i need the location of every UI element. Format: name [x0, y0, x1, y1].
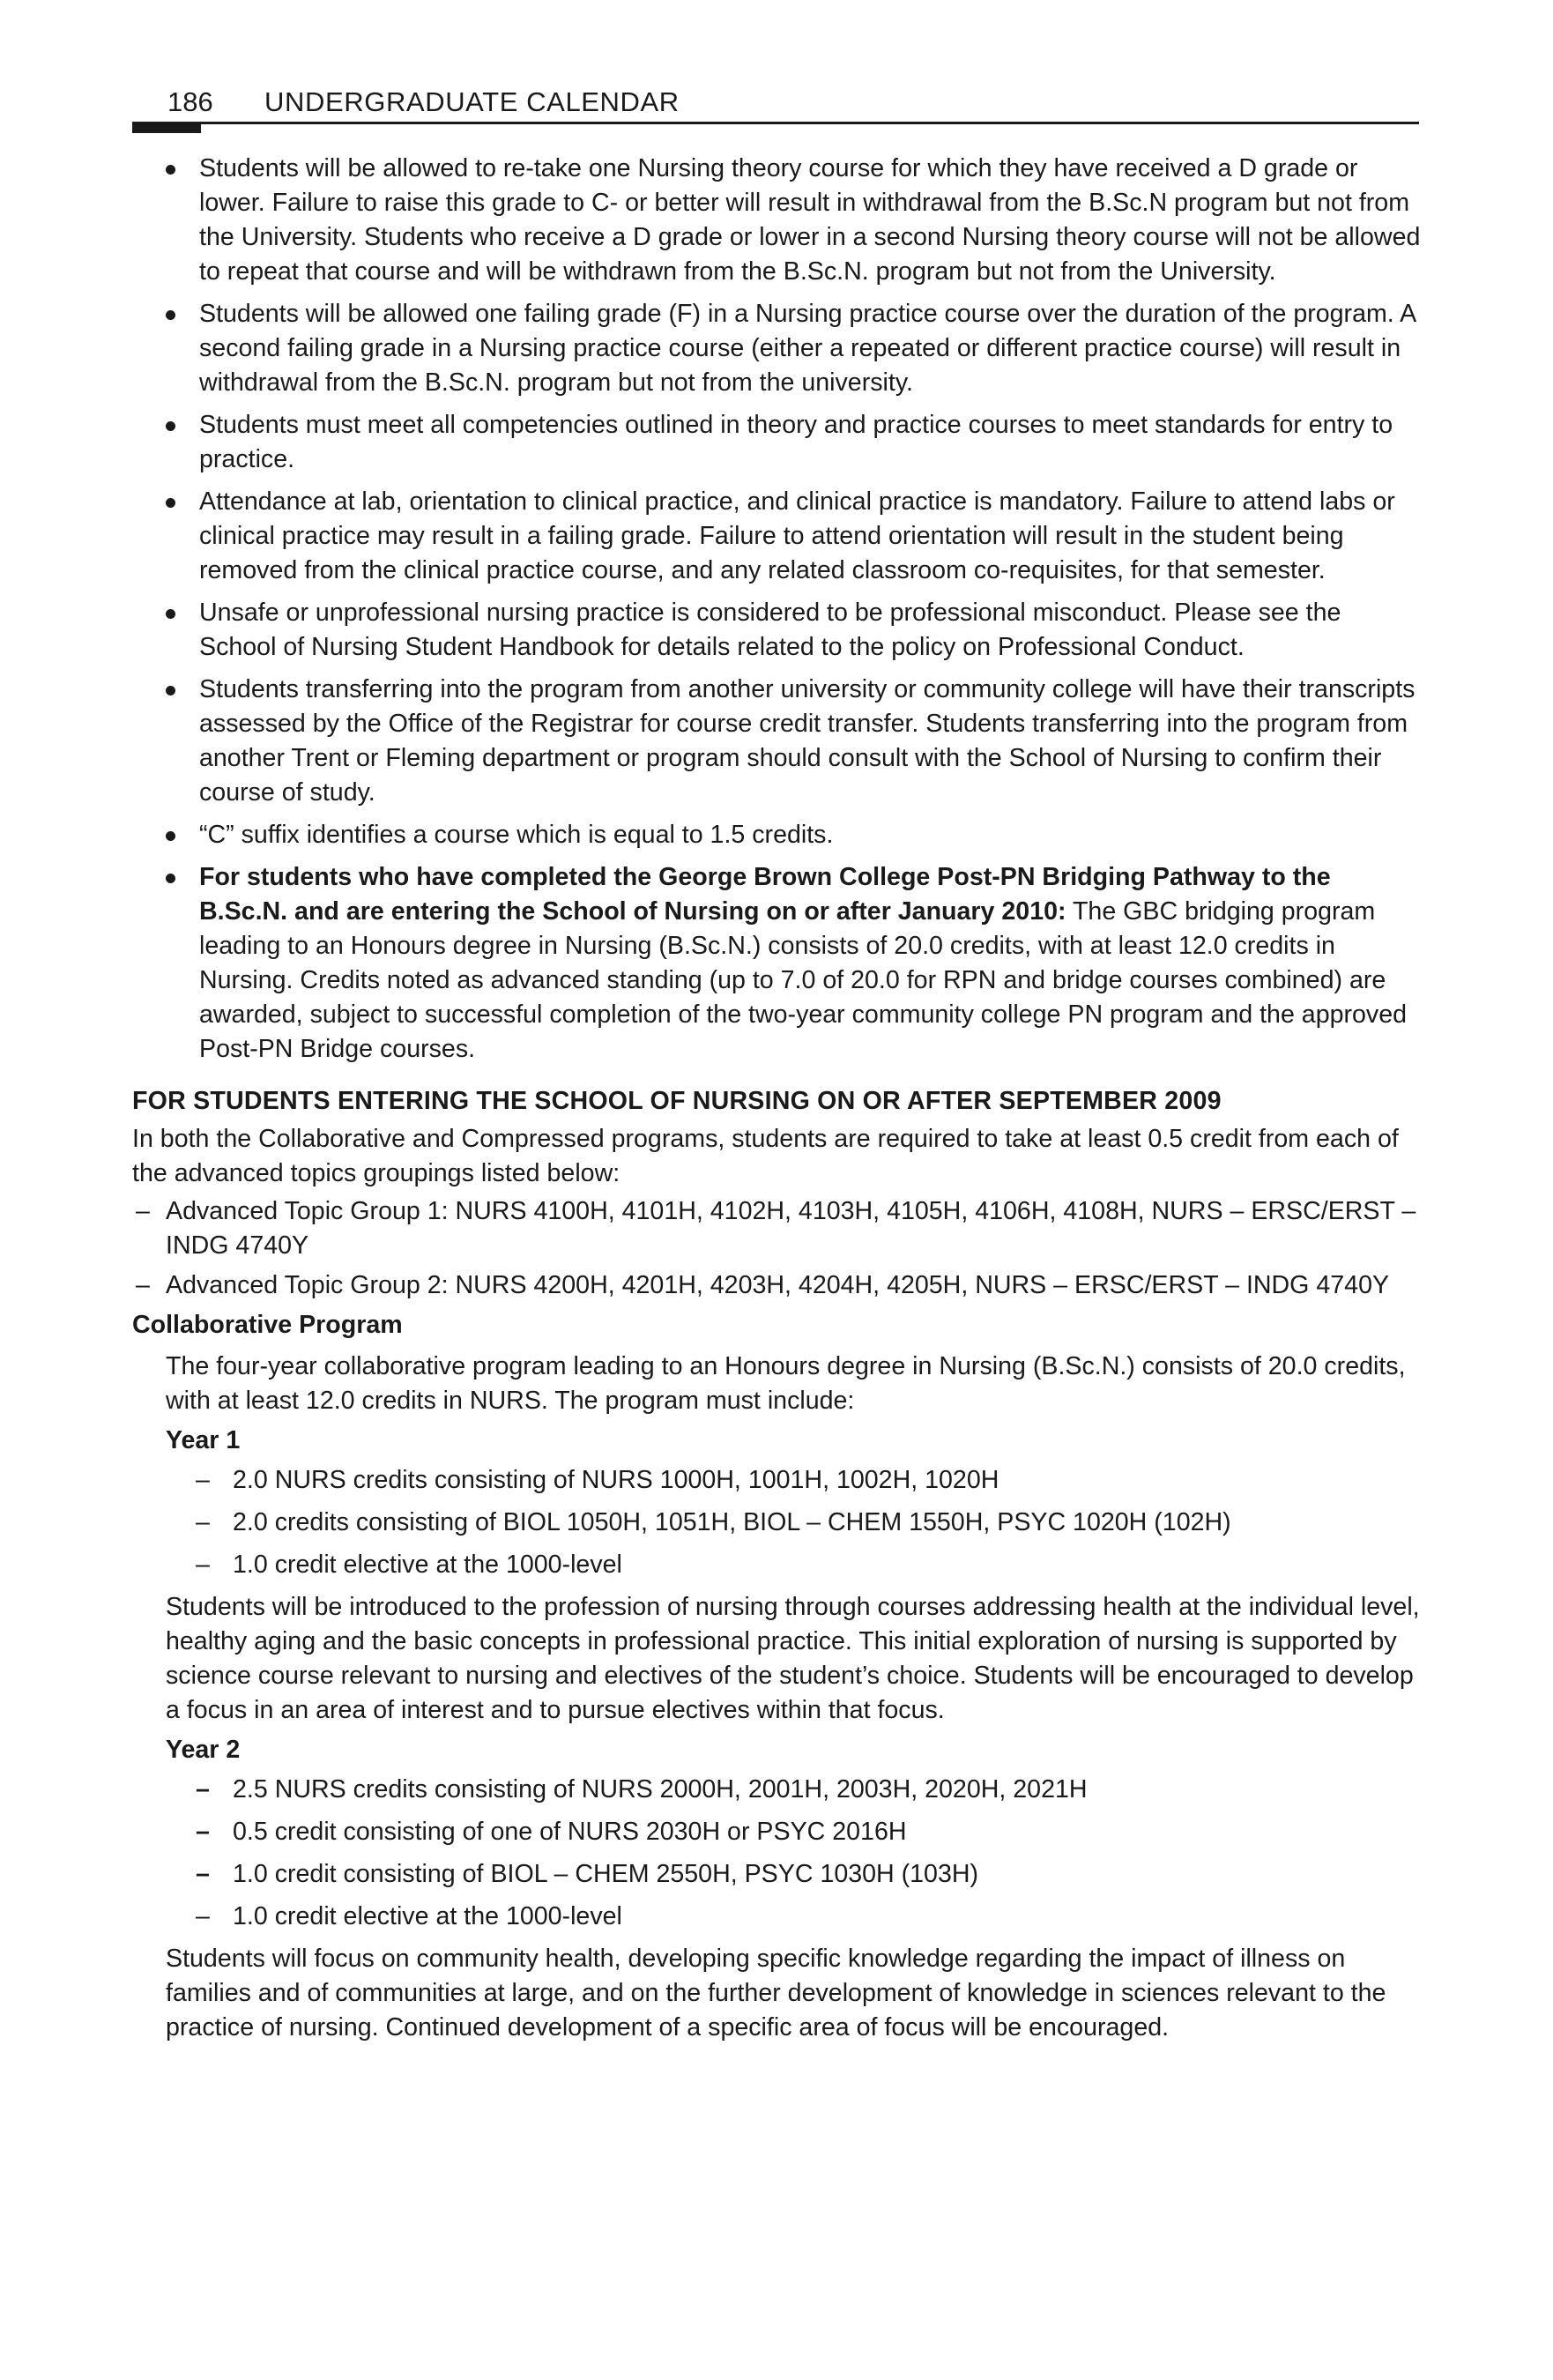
list-item: [132, 673, 1421, 810]
list-item: [132, 1773, 1421, 1807]
list-item: [132, 408, 1421, 477]
page-number: 186: [167, 86, 213, 117]
header-rule: [132, 122, 1419, 124]
collaborative-heading: Collaborative Program: [132, 1311, 403, 1339]
list-item: [132, 152, 1421, 289]
list-item: [132, 1194, 1421, 1263]
list-item: [132, 1506, 1421, 1540]
list-item: [132, 1815, 1421, 1849]
header-rule-accent: [132, 122, 201, 133]
advanced-topic-groups: [132, 1194, 1421, 1303]
list-item-text: Attendance at lab, orientation to clinical practice, and clinical practice is mandatory. Failure to attend labs or clinical practice may result in a failing grade. Failure to attend orientation will result in the student being removed from the clinical practice course, and any related classroom co-requisites, for that semester.: [199, 487, 1395, 584]
bullet-icon: [166, 609, 175, 619]
list-item: [132, 818, 1421, 852]
regulations-list: [132, 152, 1421, 1067]
dash-icon: –: [196, 1902, 210, 1930]
list-item-text: Students will be allowed to re-take one Nursing theory course for which they have received a D grade or lower. Failure to raise this grade to C- or better will result in withdrawal from the B.Sc.N program but not from the University. Students who receive a D grade or lower in a second Nursing theory course will not be allowed to repeat that course and will be withdrawn from the B.Sc.N. program but not from the University.: [199, 154, 1421, 286]
dash-icon: –: [196, 1860, 210, 1888]
bullet-icon: [166, 686, 175, 695]
year-2-description: Students will focus on community health, developing specific knowledge regarding the impact of illness on families and of communities at large, and on the further development of knowledge in sciences relevant to the practice of nursing. Continued development of a specific area of focus will be encouraged.: [166, 1945, 1386, 2042]
year-1-description: Students will be introduced to the profession of nursing through courses addressing health at the individual level, healthy aging and the basic concepts in professional practice. This initial exploration of nursing is supported by science course relevant to nursing and electives of the student’s choice. Students will be encouraged to develop a focus in an area of interest and to pursue electives within that focus.: [166, 1593, 1420, 1724]
bullet-icon: [166, 498, 175, 508]
list-item-text: 1.0 credit elective at the 1000-level: [233, 1902, 622, 1930]
list-item-text: Students will be allowed one failing grade (F) in a Nursing practice course over the duration of the program. A second failing grade in a Nursing practice course (either a repeated or different practice course) will result in withdrawal from the B.Sc.N. program but not from the university.: [199, 300, 1416, 397]
year-1-heading: Year 1: [166, 1426, 241, 1454]
list-item-text: 1.0 credit consisting of BIOL – CHEM 2550H, PSYC 1030H (103H): [233, 1860, 979, 1888]
dash-icon: –: [196, 1775, 210, 1804]
list-item: [132, 297, 1421, 400]
dash-icon: –: [196, 1508, 210, 1536]
list-item-text: The GBC bridging program leading to an Honours degree in Nursing (B.Sc.N.) consists of 20.0 credits, with at least 12.0 credits in Nursing. Credits noted as advanced standing (up to 7.0 of 20.0 for RPN and bridge courses combined) are awarded, subject to successful completion of the two-year community college PN program and the approved Post-PN Bridge courses.: [199, 897, 1408, 1063]
running-header: [132, 83, 1419, 122]
section-intro: In both the Collaborative and Compressed programs, students are required to take at least 0.5 credit from each of the advanced topics groupings listed below:: [132, 1125, 1399, 1187]
list-item: [132, 1548, 1421, 1582]
list-item: [132, 485, 1421, 588]
list-item: [132, 596, 1421, 665]
list-item-text: 2.0 credits consisting of BIOL 1050H, 1051H, BIOL – CHEM 1550H, PSYC 1020H (102H): [233, 1508, 1231, 1536]
list-item-text: 1.0 credit elective at the 1000-level: [233, 1551, 622, 1579]
dash-icon: –: [136, 1197, 150, 1225]
collaborative-intro: The four-year collaborative program leading to an Honours degree in Nursing (B.Sc.N.) consists of 20.0 credits, with at least 12.0 credits in NURS. The program must include:: [166, 1352, 1406, 1415]
year-1-requirements: [132, 1463, 1421, 1582]
bullet-icon: [166, 421, 175, 431]
bullet-icon: [166, 310, 175, 320]
bullet-icon: [166, 831, 175, 841]
bullet-icon: [166, 874, 175, 883]
dash-icon: –: [196, 1551, 210, 1579]
page-body: [132, 152, 1421, 2049]
year-2-requirements: [132, 1773, 1421, 1934]
list-item-text: 2.0 NURS credits consisting of NURS 1000H, 1001H, 1002H, 1020H: [233, 1466, 999, 1494]
list-item: [132, 1268, 1421, 1303]
list-item: [132, 1463, 1421, 1498]
dash-icon: –: [136, 1271, 150, 1299]
list-item-text: Students must meet all competencies outlined in theory and practice courses to meet standards for entry to practice.: [199, 411, 1393, 473]
dash-icon: –: [196, 1466, 210, 1494]
list-item: [132, 1900, 1421, 1934]
list-item: [132, 860, 1421, 1067]
list-item-text: Advanced Topic Group 2: NURS 4200H, 4201H, 4203H, 4204H, 4205H, NURS – ERSC/ERST – INDG 4740Y: [166, 1271, 1390, 1299]
dash-icon: –: [196, 1818, 210, 1846]
year-2-heading: Year 2: [166, 1736, 241, 1764]
header-title: UNDERGRADUATE CALENDAR: [264, 86, 680, 117]
bridging-pathway-lead: For students who have completed the George Brown College Post-PN Bridging Pathway to the B.Sc.N. and are entering the School of Nursing on or after January 2010:: [199, 863, 1331, 926]
section-heading: FOR STUDENTS ENTERING THE SCHOOL OF NURSING ON OR AFTER SEPTEMBER 2009: [132, 1087, 1222, 1115]
list-item-text: 0.5 credit consisting of one of NURS 2030H or PSYC 2016H: [233, 1818, 907, 1846]
list-item-text: Advanced Topic Group 1: NURS 4100H, 4101H, 4102H, 4103H, 4105H, 4106H, 4108H, NURS – ERSC/ERST – INDG 4740Y: [166, 1197, 1416, 1260]
list-item: [132, 1857, 1421, 1892]
bullet-icon: [166, 165, 175, 175]
list-item-text: Students transferring into the program from another university or community college will have their transcripts assessed by the Office of the Registrar for course credit transfer. Students transferring into the program from another Trent or Fleming department or program should consult with the School of Nursing to confirm their course of study.: [199, 675, 1416, 807]
list-item-text: 2.5 NURS credits consisting of NURS 2000H, 2001H, 2003H, 2020H, 2021H: [233, 1775, 1088, 1804]
list-item-text: “C” suffix identifies a course which is equal to 1.5 credits.: [199, 821, 834, 849]
list-item-text: Unsafe or unprofessional nursing practice is considered to be professional misconduct. Please see the School of Nursing Student Handbook for details related to the policy on Professional Conduct.: [199, 599, 1341, 661]
